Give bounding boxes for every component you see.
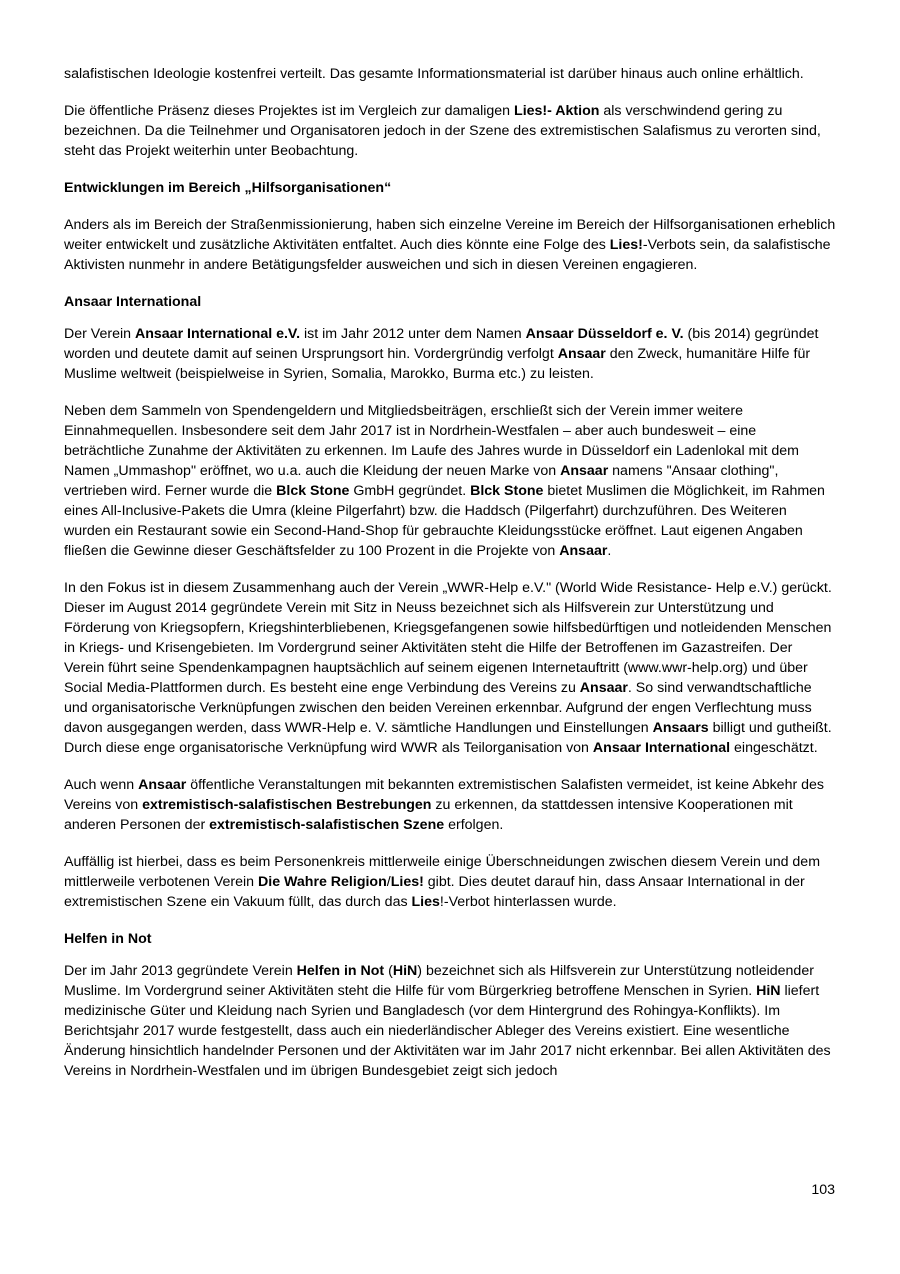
paragraph-wwr-help: In den Fokus ist in diesem Zusammenhang auch der Verein „WWR-Help e.V." (World Wide Resistance- Help e.V.) gerückt. Dieser im August 2014 gegründete Verein mit Sitz in Neuss bezeichnet sich als Hilfsverein zur Unterstützung und Förderung von Kriegsopfern, Kriegshinterbliebenen, Kriegsgefangenen sowie hilfsbedürftigen und notleidenden Menschen in Kriegs- und Krisengebieten. Im Vordergrund seiner Aktivitäten steht die Hilfe der Betroffenen im Gazastreifen. Der Verein führt seine Spendenkampagnen hauptsächlich auf seinem eigenen Internetauftritt (www.wwr-help.org) und über Social Media-Plattformen durch. Es besteht eine enge Verbindung des Vereins zu Ansaar. So sind verwandtschaftliche und organisatorische Verknüpfungen zwischen den beiden Vereinen erkennbar. Aufgrund der engen Verflechtung muss davon ausgegangen werden, dass WWR-Help e. V. sämtliche Handlungen und Einstellungen Ansaars billigt und gutheißt. Durch diese enge organisatorische Verknüpfung wird WWR als Teilorganisation von Ansaar International eingeschätzt. bbox=[64, 580, 832, 756]
paragraph-project-presence: Die öffentliche Präsenz dieses Projektes ist im Vergleich zur damaligen Lies!- Aktion als verschwindend gering zu bezeichnen. Da die Teilnehmer und Organisatoren jedoch in der Szene des extremistischen Salafismus zu verorten sind, steht das Projekt weiterhin unter Beobachtung. bbox=[64, 103, 821, 159]
paragraph-ansaar-events: Auch wenn Ansaar öffentliche Veranstaltungen mit bekannten extremistischen Salafisten vermeidet, ist keine Abkehr des Vereins von extremistisch-salafistischen Bestrebungen zu erkennen, da stattdessen intensive Kooperationen mit anderen Personen der extremistisch-salafistischen Szene erfolgen. bbox=[64, 777, 825, 833]
paragraph-ansaar-income: Neben dem Sammeln von Spendengeldern und Mitgliedsbeiträgen, erschließt sich der Verein immer weitere Einnahmequellen. Insbesondere seit dem Jahr 2017 ist in Nordrhein-Westfalen – aber auch bundesweit – eine beträchtliche Zunahme der Aktivitäten zu erkennen. Im Laufe des Jahres wurde in Düsseldorf ein Ladenlokal mit dem Namen „Ummashop" eröffnet, wo u.a. auch die Kleidung der neuen Marke von Ansaar namens "Ansaar clothing", vertrieben wird. Ferner wurde die Blck Stone GmbH gegründet. Blck Stone bietet Muslimen die Möglichkeit, im Rahmen eines All-Inclusive-Pakets die Umra (kleine Pilgerfahrt) bzw. die Haddsch (Pilgerfahrt) durchzuführen. Des Weiteren wurden ein Restaurant sowie ein Second-Hand-Shop für gebrauchte Kleidungsstücke eröffnet. Laut eigenen Angaben fließen die Gewinne dieser Geschäftsfelder zu 100 Prozent in die Projekte von Ansaar. bbox=[64, 403, 825, 559]
paragraph-helfen-in-not: Der im Jahr 2013 gegründete Verein Helfen in Not (HiN) bezeichnet sich als Hilfsverein zur Unterstützung notleidender Muslime. Im Vordergrund seiner Aktivitäten steht die Hilfe für vom Bürgerkrieg betroffene Menschen in Syrien. HiN liefert medizinische Güter und Kleidung nach Syrien und Bangladesch (vor dem Hintergrund des Rohingya-Konflikts). Im Berichtsjahr 2017 wurde festgestellt, dass auch ein niederländischer Ableger des Vereins existiert. Eine wesentliche Änderung hinsichtlich handelnder Personen und der Aktivitäten war im Jahr 2017 nicht erkennbar. Bei allen Aktivitäten des Vereins in Nordrhein-Westfalen und im übrigen Bundesgebiet zeigt sich jedoch bbox=[64, 963, 831, 1079]
document-page bbox=[64, 64, 836, 1081]
page-number: 103 bbox=[811, 1182, 835, 1198]
heading-hilfsorganisationen: Entwicklungen im Bereich „Hilfsorganisationen“ bbox=[64, 180, 392, 196]
paragraph-hilfsorganisationen: Anders als im Bereich der Straßenmissionierung, haben sich einzelne Vereine im Bereich der Hilfsorganisationen erheblich weiter entwickelt und zusätzliche Aktivitäten entfaltet. Auch dies könnte eine Folge des Lies!-Verbots sein, da salafistische Aktivisten nunmehr in andere Betätigungsfelder ausweichen und sich in diesen Vereinen engagieren. bbox=[64, 217, 836, 273]
paragraph-ideology-material: salafistischen Ideologie kostenfrei verteilt. Das gesamte Informationsmaterial ist darüber hinaus auch online erhältlich. bbox=[64, 66, 804, 82]
paragraph-personenkreis: Auffällig ist hierbei, dass es beim Personenkreis mittlerweile einige Überschneidungen zwischen diesem Verein und dem mittlerweile verbotenen Verein Die Wahre Religion/Lies! gibt. Dies deutet darauf hin, dass Ansaar International in der extremistischen Szene ein Vakuum füllt, das durch das Lies!-Verbot hinterlassen wurde. bbox=[64, 854, 821, 910]
paragraph-ansaar-founding: Der Verein Ansaar International e.V. ist im Jahr 2012 unter dem Namen Ansaar Düsseldorf e. V. (bis 2014) gegründet worden und deutete damit auf seinen Ursprungsort hin. Vordergründig verfolgt Ansaar den Zweck, humanitäre Hilfe für Muslime weltweit (beispielweise in Syrien, Somalia, Marokko, Burma etc.) zu leisten. bbox=[64, 326, 819, 382]
heading-ansaar-international: Ansaar International bbox=[64, 294, 202, 310]
heading-helfen-in-not: Helfen in Not bbox=[64, 931, 152, 947]
